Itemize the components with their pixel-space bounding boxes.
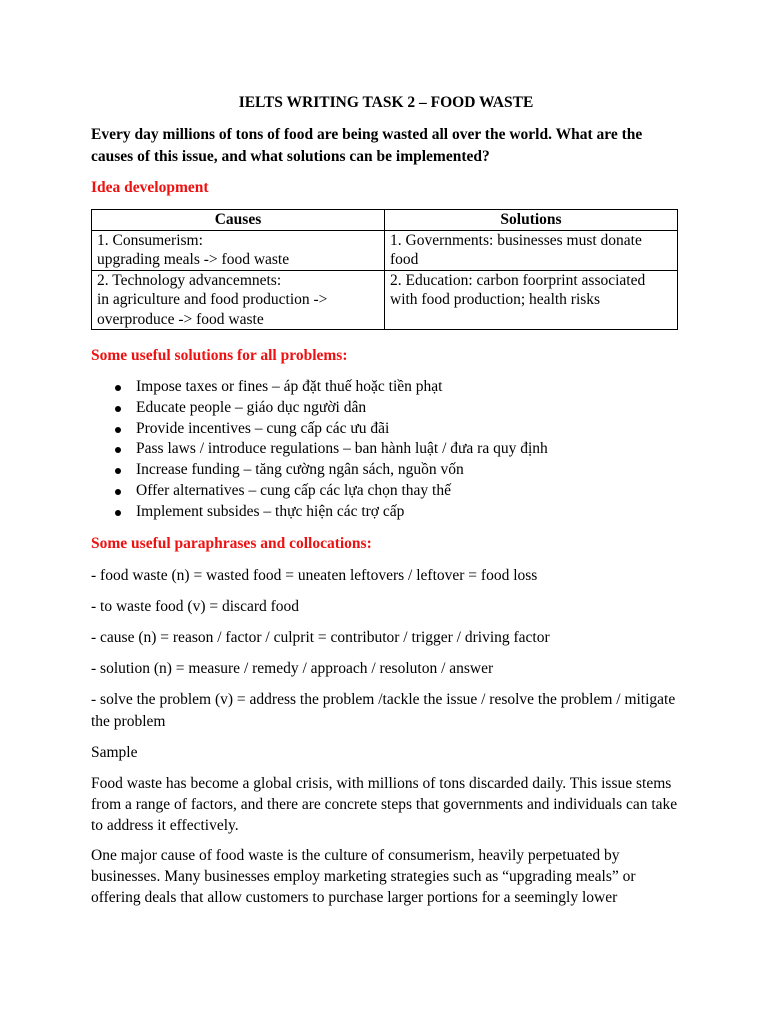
- list-item: Provide incentives – cung cấp các ưu đãi: [136, 419, 681, 440]
- cause-text: overproduce -> food waste: [97, 310, 264, 328]
- table-header-row: [92, 210, 678, 231]
- causes-header: Causes: [92, 210, 385, 231]
- list-item: Increase funding – tăng cường ngân sách, nguồn vốn: [136, 460, 681, 481]
- paraphrase-line: - food waste (n) = wasted food = uneaten leftovers / leftover = food loss: [91, 566, 538, 584]
- solutions-header: Solutions: [385, 210, 678, 231]
- document-page: [91, 92, 681, 917]
- cause-text: 2. Technology advancemnets:: [97, 271, 282, 289]
- table-row: [92, 270, 678, 330]
- idea-development-heading: Idea development: [91, 179, 209, 196]
- solution-cell: 2. Education: carbon foorprint associated with food production; health risks: [385, 270, 678, 330]
- solution-cell: 1. Governments: businesses must donate food: [385, 230, 678, 270]
- sample-paragraph: One major cause of food waste is the culture of consumerism, heavily perpetuated by businesses. Many businesses employ marketing strategies such as “upgrading meals” or offering deals that allow customers to purchase larger portions for a seemingly lower: [91, 846, 636, 906]
- table-row: [92, 230, 678, 270]
- document-title: IELTS WRITING TASK 2 – FOOD WASTE: [238, 94, 534, 111]
- list-item: Educate people – giáo dục người dân: [136, 398, 681, 419]
- paraphrase-line: - to waste food (v) = discard food: [91, 597, 300, 615]
- list-item: Offer alternatives – cung cấp các lựa chọn thay thế: [136, 481, 681, 502]
- cause-text: in agriculture and food production ->: [97, 291, 328, 308]
- cause-cell: [92, 270, 385, 330]
- ideas-table: [91, 209, 678, 330]
- paraphrases-heading: Some useful paraphrases and collocations:: [91, 534, 372, 552]
- solutions-list: [91, 377, 681, 523]
- sample-label: Sample: [91, 743, 138, 761]
- sample-paragraph: Food waste has become a global crisis, with millions of tons discarded daily. This issue stems from a range of factors, and there are concrete steps that governments and individuals can take to address it effectively.: [91, 774, 678, 834]
- list-item: Implement subsides – thực hiện các trợ cấp: [136, 502, 681, 523]
- paraphrase-line: - cause (n) = reason / factor / culprit = contributor / trigger / driving factor: [91, 628, 550, 646]
- paraphrase-line: - solve the problem (v) = address the problem /tackle the issue / resolve the problem / mitigate the problem: [91, 690, 676, 730]
- solutions-heading: Some useful solutions for all problems:: [91, 347, 348, 364]
- cause-text: 1. Consumerism:: [97, 231, 203, 249]
- cause-cell: [92, 230, 385, 270]
- paraphrase-line: - solution (n) = measure / remedy / approach / resoluton / answer: [91, 659, 494, 677]
- essay-question: Every day millions of tons of food are being wasted all over the world. What are the causes of this issue, and what solutions can be implemented?: [91, 126, 643, 165]
- list-item: Pass laws / introduce regulations – ban hành luật / đưa ra quy định: [136, 439, 681, 460]
- cause-text: upgrading meals -> food waste: [97, 251, 290, 268]
- list-item: Impose taxes or fines – áp đặt thuế hoặc tiền phạt: [136, 377, 681, 398]
